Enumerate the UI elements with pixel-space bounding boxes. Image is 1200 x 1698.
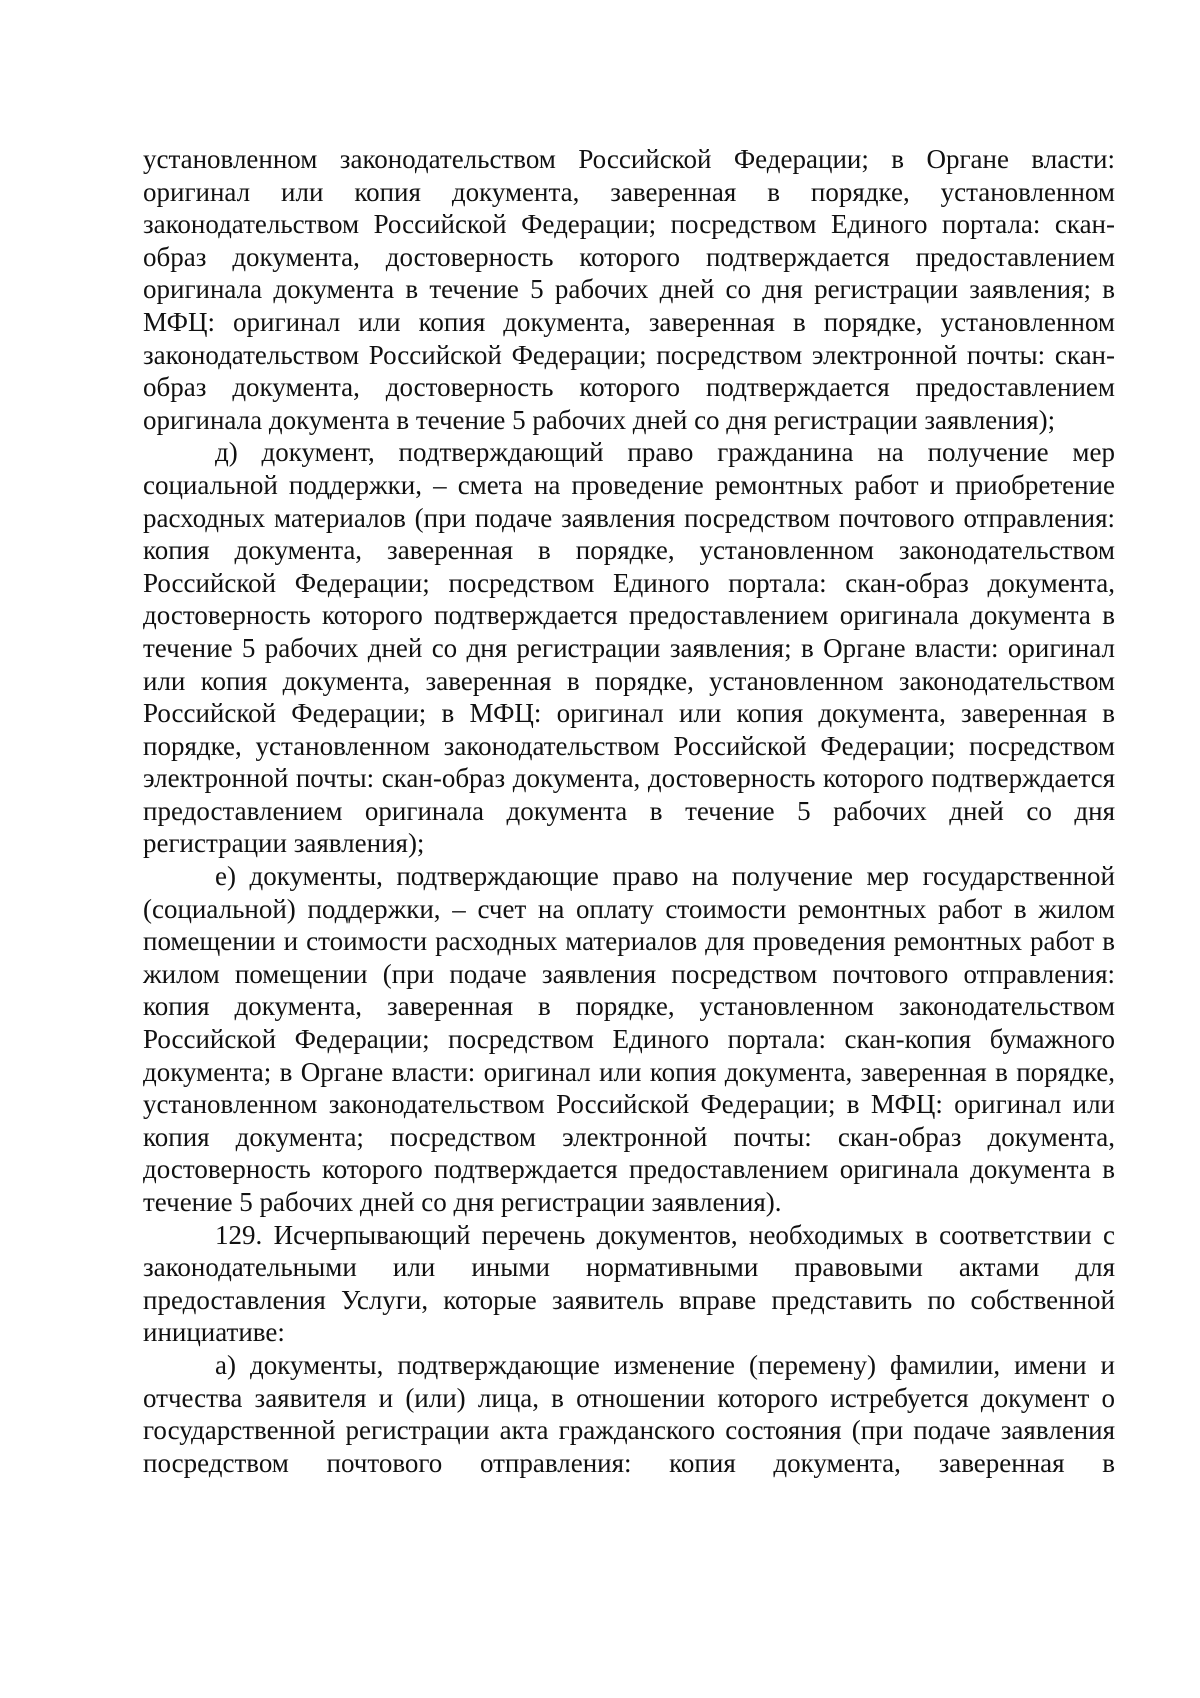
- paragraph-item-d: д) документ, подтверждающий право гражданина на получение мер социальной поддержки, – смета на проведение ремонтных работ и приобретение расходных материалов (при подаче заявления посредством почтового отправления: копия документа, заверенная в порядке, установленном законодательством Российской Федерации; посредством Единого портала: скан-образ документа, достоверность которого подтверждается предоставлением оригинала документа в течение 5 рабочих дней со дня регистрации заявления; в Органе власти: оригинал или копия документа, заверенная в порядке, установленном законодательством Российской Федерации; в МФЦ: оригинал или копия документа, заверенная в порядке, установленном законодательством Российской Федерации; посредством электронной почты: скан-образ документа, достоверность которого подтверждается предоставлением оригинала документа в течение 5 рабочих дней со дня регистрации заявления);: [143, 437, 1115, 859]
- paragraph-item-a: а) документы, подтверждающие изменение (перемену) фамилии, имени и отчества заявителя и (или) лица, в отношении которого истребуется документ о государственной регистрации акта гражданского состояния (при подаче заявления посредством почтового отправления: копия документа, заверенная в: [143, 1349, 1115, 1478]
- paragraph-129: 129. Исчерпывающий перечень документов, необходимых в соответствии с законодательными или иными нормативными правовыми актами для предоставления Услуги, которые заявитель вправе представить по собственной инициативе:: [143, 1219, 1115, 1348]
- document-body: [143, 143, 1115, 1479]
- paragraph-item-e: е) документы, подтверждающие право на получение мер государственной (социальной) поддержки, – счет на оплату стоимости ремонтных работ в жилом помещении и стоимости расходных материалов для проведения ремонтных работ в жилом помещении (при подаче заявления посредством почтового отправления: копия документа, заверенная в порядке, установленном законодательством Российской Федерации; посредством Единого портала: скан-копия бумажного документа; в Органе власти: оригинал или копия документа, заверенная в порядке, установленном законодательством Российской Федерации; в МФЦ: оригинал или копия документа; посредством электронной почты: скан-образ документа, достоверность которого подтверждается предоставлением оригинала документа в течение 5 рабочих дней со дня регистрации заявления).: [143, 861, 1115, 1217]
- paragraph-continuation: установленном законодательством Российской Федерации; в Органе власти: оригинал или копия документа, заверенная в порядке, установленном законодательством Российской Федерации; посредством Единого портала: скан-образ документа, достоверность которого подтверждается предоставлением оригинала документа в течение 5 рабочих дней со дня регистрации заявления; в МФЦ: оригинал или копия документа, заверенная в порядке, установленном законодательством Российской Федерации; посредством электронной почты: скан-образ документа, достоверность которого подтверждается предоставлением оригинала документа в течение 5 рабочих дней со дня регистрации заявления);: [143, 144, 1115, 435]
